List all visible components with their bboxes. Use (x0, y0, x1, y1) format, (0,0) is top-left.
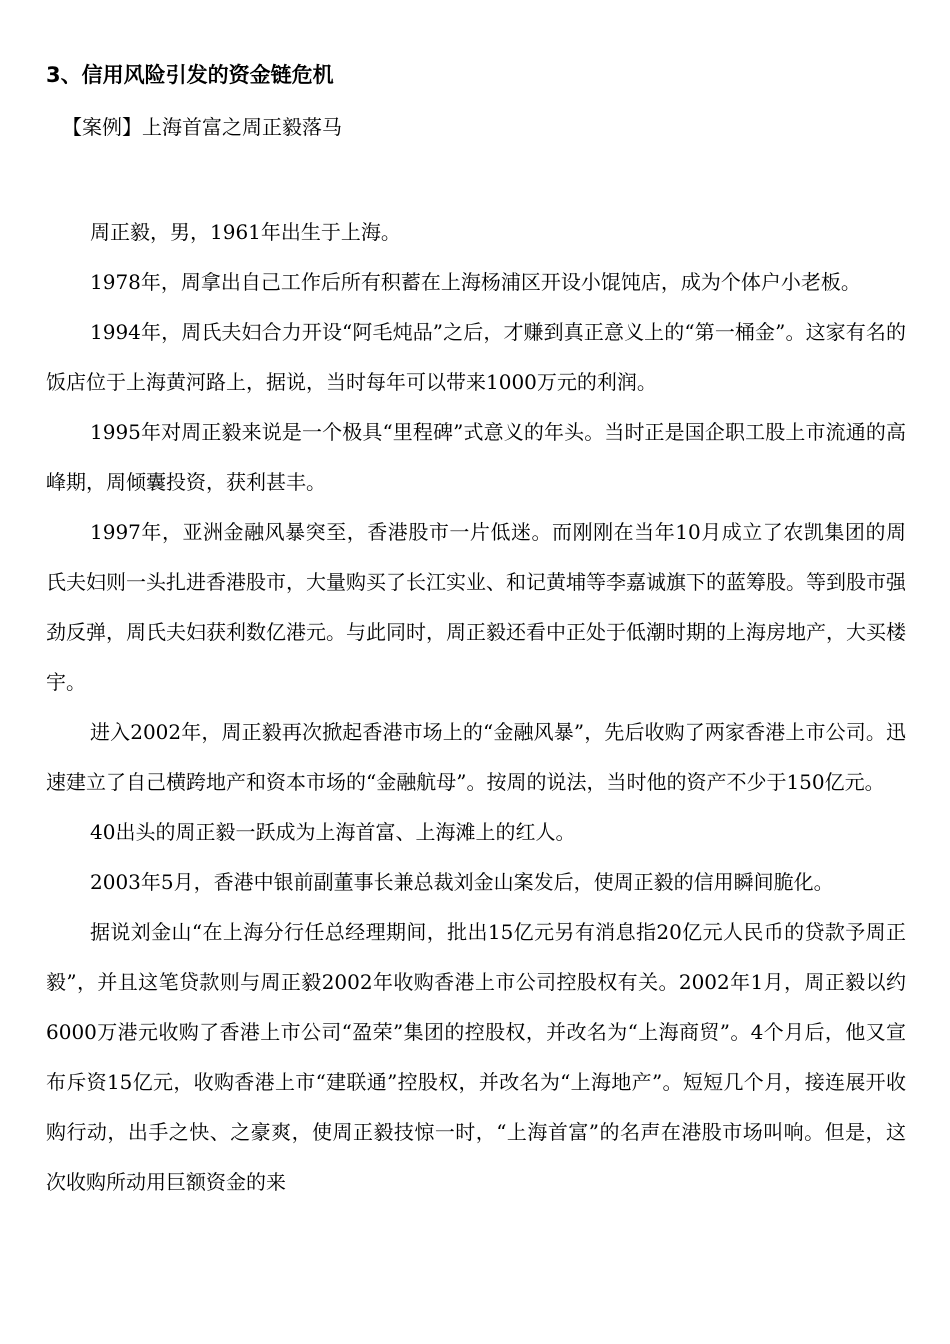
document-body (46, 207, 906, 1207)
paragraph: 1994年，周氏夫妇合力开设“阿毛炖品”之后，才赚到真正意义上的“第一桶金”。这家有名的饭店位于上海黄河路上，据说，当时每年可以带来1000万元的利润。 (46, 320, 906, 394)
section-heading: 3、信用风险引发的资金链危机 (46, 63, 334, 87)
paragraph: 2003年5月，香港中银前副董事长兼总裁刘金山案发后，使周正毅的信用瞬间脆化。 (90, 870, 834, 894)
paragraph: 40出头的周正毅一跃成为上海首富、上海滩上的红人。 (90, 820, 576, 844)
case-title: 【案例】上海首富之周正毅落马 (62, 115, 342, 139)
paragraph: 据说刘金山“在上海分行任总经理期间，批出15亿元另有消息指20亿元人民币的贷款予周正毅”，并且这笔贷款则与周正毅2002年收购香港上市公司控股权有关。2002年1月，周正毅以约6000万港元收购了香港上市公司“盈荣”集团的控股权，并改名为“上海商贸”。4个月后，他又宣布斥资15亿元，收购香港上市“建联通”控股权，并改名为“上海地产”。短短几个月，接连展开收购行动，出手之快、之豪爽，使周正毅技惊一时，“上海首富”的名声在港股市场叫响。但是，这次收购所动用巨额资金的来 (46, 920, 906, 1194)
paragraph: 周正毅，男，1961年出生于上海。 (90, 220, 401, 244)
paragraph: 进入2002年，周正毅再次掀起香港市场上的“金融风暴”，先后收购了两家香港上市公司。迅速建立了自己横跨地产和资本市场的“金融航母”。按周的说法，当时他的资产不少于150亿元。 (46, 720, 906, 794)
paragraph: 1978年，周拿出自己工作后所有积蓄在上海杨浦区开设小馄饨店，成为个体户小老板。 (90, 270, 861, 294)
paragraph: 1995年对周正毅来说是一个极具“里程碑”式意义的年头。当时正是国企职工股上市流通的高峰期，周倾囊投资，获利甚丰。 (46, 420, 906, 494)
paragraph: 1997年，亚洲金融风暴突至，香港股市一片低迷。而刚刚在当年10月成立了农凯集团的周氏夫妇则一头扎进香港股市，大量购买了长江实业、和记黄埔等李嘉诚旗下的蓝筹股。等到股市强劲反弹，周氏夫妇获利数亿港元。与此同时，周正毅还看中正处于低潮时期的上海房地产，大买楼宇。 (46, 520, 906, 694)
